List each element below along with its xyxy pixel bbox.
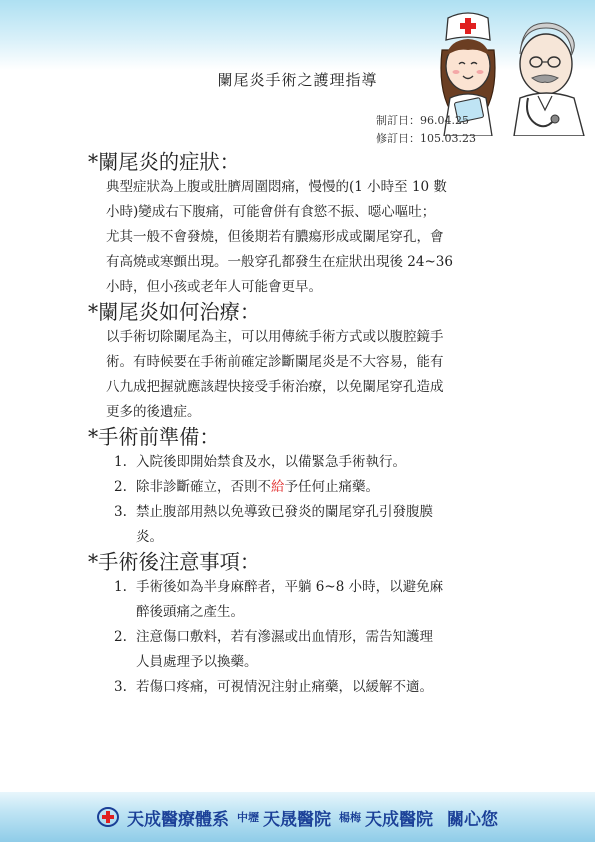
text-line: 若傷口疼痛，可視情況注射止痛藥，以緩解不適。 [136, 679, 433, 695]
text-line: 小時，但小孩或老年人可能會更早。 [106, 279, 322, 295]
text-line: 術。有時候要在手術前確定診斷闌尾炎是不大容易，能有 [106, 354, 444, 370]
revised-date: 修訂日：105.03.23 [376, 132, 476, 145]
list-number: 1. [114, 454, 127, 470]
text-line: 典型症狀為上腹或肚臍周圍悶痛，慢慢的(1 小時至 10 數 [106, 179, 447, 195]
text-line: 醉後頭痛之產生。 [136, 604, 244, 620]
document-dates [376, 112, 476, 148]
section-symptoms [88, 150, 508, 300]
text-line: 以手術切除闌尾為主，可以用傳統手術方式或以腹腔鏡手 [106, 329, 444, 345]
text-line: 注意傷口敷料，若有滲濕或出血情形，需告知護理 [136, 629, 433, 645]
section-treatment [88, 300, 508, 425]
highlighted-text: 給 [271, 479, 285, 495]
footer-hospital-2: 天成醫院 [365, 809, 433, 830]
text-line: 人員處理予以換藥。 [136, 654, 258, 670]
list-item [114, 450, 508, 475]
text-line: 有高燒或寒顫出現。一般穿孔都發生在症狀出現後 24~36 [106, 254, 453, 270]
section-preop [88, 425, 508, 550]
page-title: 闌尾炎手術之護理指導 [217, 71, 378, 89]
footer-location-2: 楊梅 [339, 811, 361, 824]
section-heading: *闌尾炎如何治療： [88, 300, 261, 324]
hospital-cross-logo-icon [97, 806, 119, 828]
text-line: 八九成把握就應該趕快接受手術治療，以免闌尾穿孔造成 [106, 379, 444, 395]
text-line: 小時)變成右下腹痛，可能會併有食慾不振、噁心嘔吐； [106, 204, 436, 220]
list-item [114, 625, 508, 675]
section-postop [88, 550, 508, 700]
footer-location-1: 中壢 [237, 811, 259, 824]
list-item [114, 575, 508, 625]
list-number: 2. [114, 479, 127, 495]
list-number: 1. [114, 579, 127, 595]
document-body [88, 150, 508, 700]
text-line: 炎。 [136, 529, 163, 545]
footer-system-name: 天成醫療體系 [127, 809, 229, 830]
footer-hospital-1: 天晟醫院 [263, 809, 331, 830]
text-segment: 予任何止痛藥。 [284, 479, 379, 495]
postop-list [88, 575, 508, 700]
footer-slogan: 關心您 [447, 809, 498, 830]
text-line: 手術後如為半身麻醉者，平躺 6~8 小時，以避免麻 [136, 579, 444, 595]
list-number: 3. [114, 504, 127, 520]
text-line: 尤其一般不會發燒，但後期若有膿瘍形成或闌尾穿孔，會 [106, 229, 444, 245]
list-item [114, 500, 508, 550]
list-number: 2. [114, 629, 127, 645]
text-line: 更多的後遺症。 [106, 404, 201, 420]
text-line [136, 475, 508, 500]
preop-list [88, 450, 508, 550]
text-line: 入院後即開始禁食及水，以備緊急手術執行。 [136, 454, 406, 470]
list-number: 3. [114, 679, 127, 695]
symptoms-text [106, 175, 508, 300]
section-heading: *手術後注意事項： [88, 550, 261, 574]
list-item [114, 475, 508, 500]
text-line: 禁止腹部用熱以免導致已發炎的闌尾穿孔引發腹膜 [136, 504, 433, 520]
text-segment: 除非診斷確立，否則不 [136, 479, 271, 495]
list-item [114, 675, 508, 700]
treatment-text [106, 325, 508, 425]
section-heading: *手術前準備： [88, 425, 220, 449]
established-date: 制訂日：96.04.25 [376, 114, 469, 127]
footer-band [0, 792, 595, 842]
section-heading: *闌尾炎的症狀： [88, 150, 240, 174]
